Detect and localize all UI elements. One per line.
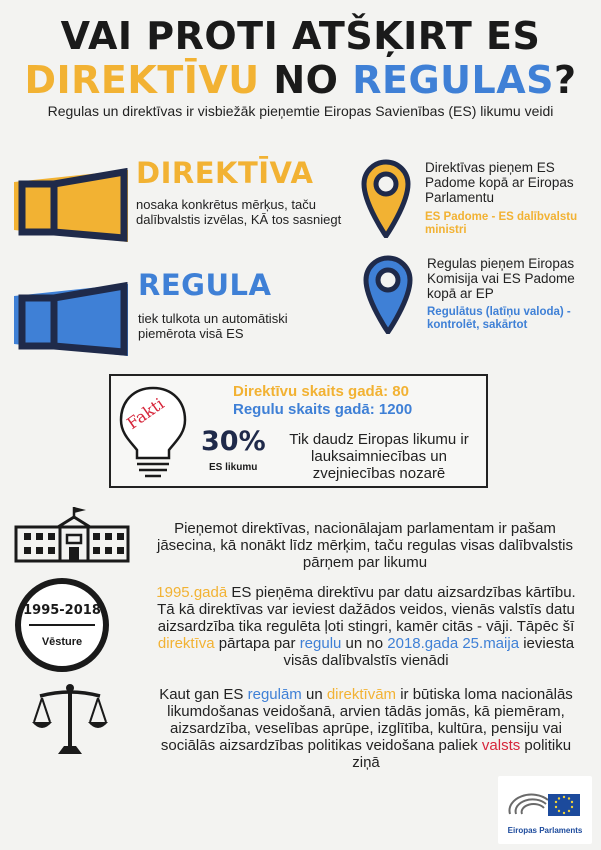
history-years: 1995-2018 bbox=[23, 603, 101, 618]
logo-text: Eiropas Parlaments bbox=[507, 826, 583, 835]
history-label: Vēsture bbox=[41, 636, 83, 648]
megaphone-orange-icon bbox=[12, 168, 130, 244]
percent-value: 30% bbox=[201, 426, 266, 457]
percent-text: Tik daudz Eiropas likumu ir lauksaimniecības un zvejniecības nozarē bbox=[289, 431, 469, 482]
history-date-1995: 1995.gadā bbox=[156, 584, 228, 601]
directive-heading: DIREKTĪVA bbox=[136, 156, 314, 190]
parliament-hemicycle-icon bbox=[504, 786, 586, 820]
title-question: ? bbox=[553, 58, 577, 102]
parliament-text: Pieņemot direktīvas, nacionālajam parlamentam ir pašam jāsecina, kā nonākt līdz mērķim, taču regulas visas dalībvalstis pārņem par likumu bbox=[156, 520, 573, 571]
facts-box bbox=[109, 374, 488, 488]
balance-text-part3: ir būtiska loma nacionālās likumdošanas veidošanā, arvien tādās jomās, kā piemēram, aizsardzība, veselības aprūpe, izglītība, kultūra, pensiju vai sociālās aizsardzības politikas veidošana paliek bbox=[160, 686, 573, 754]
directive-adopted-by: Direktīvas pieņem ES Padome kopā ar Eiropas Parlamentu bbox=[425, 160, 574, 205]
balance-text-part2: un bbox=[301, 686, 327, 703]
regulation-description: tiek tulkota un automātiski piemērota visā ES bbox=[138, 311, 288, 341]
history-word-regulation: regulu bbox=[299, 635, 342, 652]
title-word-no: NO bbox=[273, 58, 339, 102]
location-pin-blue-icon bbox=[362, 254, 414, 334]
balance-word-regulations: regulām bbox=[247, 686, 302, 703]
regulation-note: Regulātus (latīņu valoda) - kontrolēt, sakārtot bbox=[427, 306, 571, 331]
european-parliament-logo bbox=[498, 776, 592, 844]
regulation-heading: REGULA bbox=[138, 268, 272, 302]
history-text-part1: ES pieņēma direktīvu par datu aizsardzības kārtību. Tā kā direktīvas var ieviest dažādos veidos, vienās valstīs datu aizsardzība tika regulēta ļoti stingri, kamēr citās - vāji. Tāpēc šī bbox=[157, 584, 576, 635]
history-badge bbox=[15, 578, 109, 672]
title-word-regulation: REGULAS bbox=[352, 58, 554, 102]
history-text-part4: ieviesta visās dalībvalstīs vienādi bbox=[283, 635, 575, 669]
history-text-part2: pārtapa par bbox=[214, 635, 300, 652]
history-word-directive: direktīva bbox=[157, 635, 215, 652]
location-pin-orange-icon bbox=[360, 158, 412, 238]
title-line-1: VAI PROTI ATŠĶIRT ES bbox=[60, 14, 541, 58]
title-line-2 bbox=[0, 58, 601, 102]
facts-bulb-label: Fakti bbox=[123, 394, 168, 433]
history-text bbox=[150, 584, 582, 669]
subtitle: Regulas un direktīvas ir visbiežāk pieņemtie Eiropas Savienības (ES) likumu veidi bbox=[47, 103, 554, 119]
megaphone-blue-icon bbox=[12, 282, 130, 358]
directive-description: nosaka konkrētus mērķus, taču dalībvalstis izvēlas, KĀ tos sasniegt bbox=[136, 197, 342, 227]
regulations-per-year: Regulu skaits gadā: 1200 bbox=[233, 401, 413, 418]
balance-text bbox=[150, 686, 582, 771]
history-divider bbox=[29, 624, 95, 626]
balance-scale-icon bbox=[30, 680, 110, 760]
directive-note: ES Padome - ES dalībvalstu ministri bbox=[425, 211, 578, 236]
title-word-directive: DIREKTĪVU bbox=[24, 58, 260, 102]
regulation-adopted-by: Regulas pieņem Eiropas Komisija vai ES Padome kopā ar EP bbox=[427, 256, 575, 301]
balance-word-directives: direktīvām bbox=[326, 686, 397, 703]
balance-word-state: valsts bbox=[481, 737, 521, 754]
parliament-building-icon bbox=[12, 505, 132, 563]
history-text-part3: un no bbox=[341, 635, 388, 652]
balance-text-part4: politiku ziņā bbox=[352, 737, 572, 771]
history-date-2018: 2018.gada 25.maija bbox=[387, 635, 520, 652]
balance-text-part1: Kaut gan ES bbox=[159, 686, 248, 703]
directives-per-year: Direktīvu skaits gadā: 80 bbox=[233, 383, 409, 400]
percent-label: ES likumu bbox=[209, 462, 258, 473]
